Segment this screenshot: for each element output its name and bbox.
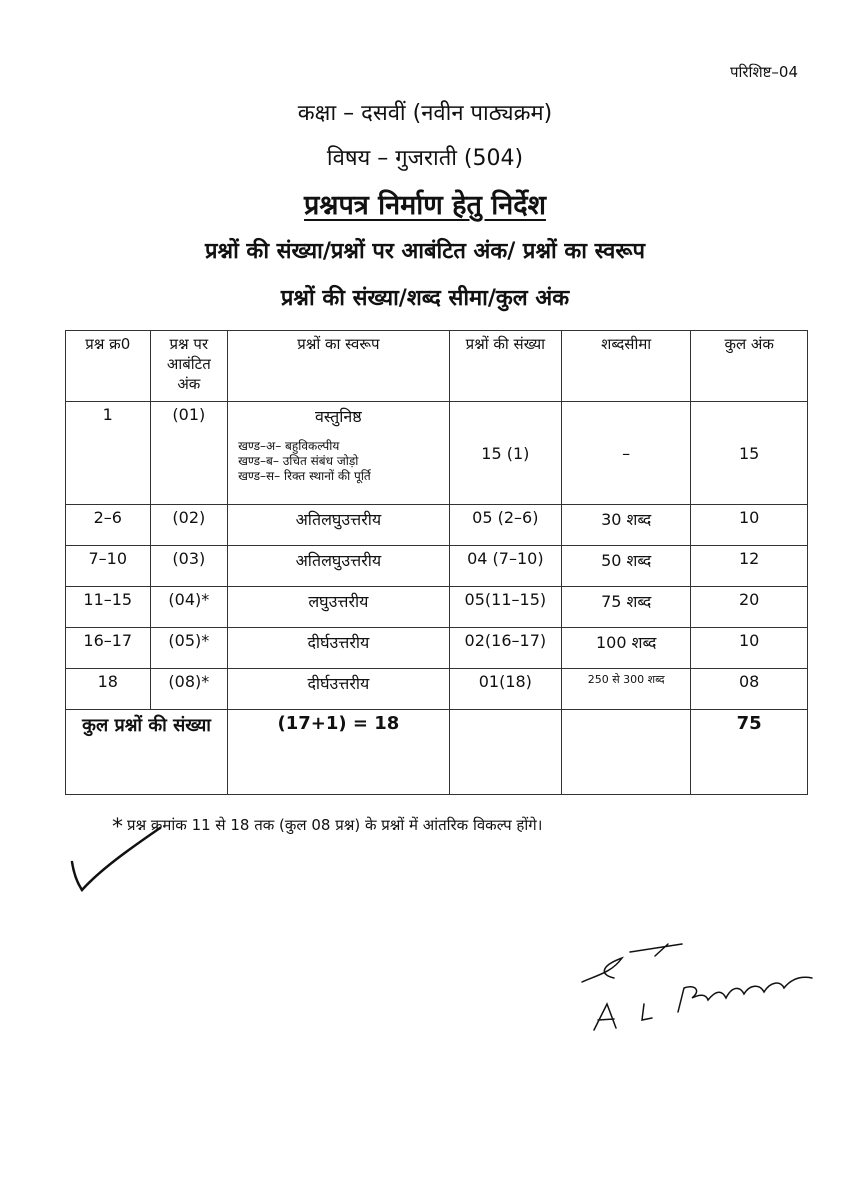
objective-label: वस्तुनिष्ठ [315, 407, 362, 426]
cell-word-limit: 75 शब्द [562, 587, 691, 628]
section-a: खण्ड–अ– बहुविकल्पीय [238, 439, 340, 453]
signature-letter-l [642, 1004, 652, 1020]
header-total-marks: कुल अंक [691, 331, 808, 402]
subtitle-1: प्रश्नों की संख्या/प्रश्नों पर आबंटित अंक/ प्रश्नों का स्वरूप [205, 239, 645, 264]
cell-marks: (02) [150, 505, 228, 546]
signature [594, 977, 812, 1030]
class-line: कक्षा – दसवीं (नवीन पाठ्यक्रम) [297, 101, 553, 126]
cell-total: 20 [691, 587, 808, 628]
cell-total: 15 [691, 402, 808, 505]
header-question-type: प्रश्नों का स्वरूप [228, 331, 450, 402]
section-c: खण्ड–स– रिक्त स्थानों की पूर्ति [238, 469, 371, 483]
cell-marks: (08)* [150, 669, 228, 710]
cell-count: 02(16–17) [449, 628, 561, 669]
cell-word-limit: 250 से 300 शब्द [562, 669, 691, 710]
subtitle-2: प्रश्नों की संख्या/शब्द सीमा/कुल अंक [280, 286, 570, 311]
cell-total: 08 [691, 669, 808, 710]
cell-total: 10 [691, 505, 808, 546]
page-title-text: प्रश्नपत्र निर्माण हेतु निर्देश [304, 190, 546, 221]
footnote-text: प्रश्न क्रमांक 11 से 18 तक (कुल 08 प्रश्न) के प्रश्नों में आंतरिक विकल्प होंगे। [127, 816, 543, 834]
cell-count: 05 (2–6) [449, 505, 561, 546]
section-b: खण्ड–ब– उचित संबंध जोड़ो [238, 454, 359, 468]
cell-count: 15 (1) [449, 402, 561, 505]
total-row-formula: (17+1) = 18 [228, 710, 450, 795]
footnote-star: * [112, 815, 123, 840]
cell-count: 05(11–15) [449, 587, 561, 628]
total-row-label: कुल प्रश्नों की संख्या [66, 710, 228, 795]
cell-type: लघुउत्तरीय [228, 587, 450, 628]
header-marks-per-question: प्रश्न पर आबंटित अंक [150, 331, 228, 402]
cell-total: 12 [691, 546, 808, 587]
cell-count: 01(18) [449, 669, 561, 710]
signature-letter-a [594, 1004, 616, 1030]
cell-question-no: 7–10 [66, 546, 151, 587]
header-question-no: प्रश्न क्र0 [66, 331, 151, 402]
cell-question-no: 11–15 [66, 587, 151, 628]
cell-type: दीर्घउत्तरीय [228, 628, 450, 669]
header-question-count: प्रश्नों की संख्या [449, 331, 561, 402]
cell-marks: (01) [150, 402, 228, 505]
cell-type: अतिलघुउत्तरीय [228, 546, 450, 587]
cell-question-no: 18 [66, 669, 151, 710]
cell-question-no: 2–6 [66, 505, 151, 546]
subject-line: विषय – गुजराती (504) [326, 146, 524, 171]
cell-type: दीर्घउत्तरीय [228, 669, 450, 710]
cell-marks: (04)* [150, 587, 228, 628]
tick-mark [72, 828, 160, 890]
header-word-limit: शब्दसीमा [562, 331, 691, 402]
cell-marks: (03) [150, 546, 228, 587]
cell-question-no: 1 [66, 402, 151, 505]
appendix-label: परिशिष्ट–04 [730, 63, 798, 81]
cell-count: 04 (7–10) [449, 546, 561, 587]
initials-mark [582, 944, 682, 982]
cell-question-no: 16–17 [66, 628, 151, 669]
cell-word-limit: 50 शब्द [562, 546, 691, 587]
cell-type: अतिलघुउत्तरीय [228, 505, 450, 546]
signature-surname [678, 977, 812, 1012]
total-row-total: 75 [691, 710, 808, 795]
cell-marks: (05)* [150, 628, 228, 669]
cell-word-limit: – [562, 402, 691, 505]
cell-total: 10 [691, 628, 808, 669]
cell-word-limit: 30 शब्द [562, 505, 691, 546]
cell-word-limit: 100 शब्द [562, 628, 691, 669]
